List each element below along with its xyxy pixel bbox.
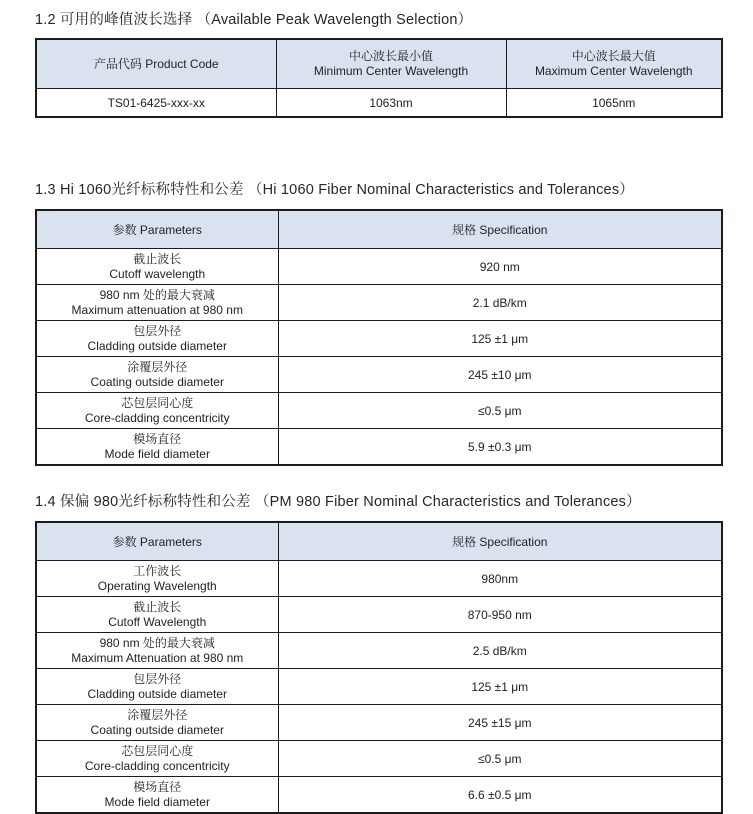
header-label-zh: 中心波长最大值 xyxy=(571,49,656,63)
parameter-en: Cladding outside diameter xyxy=(87,338,227,353)
table-row xyxy=(36,429,722,466)
parameter-cell xyxy=(36,393,278,429)
column-header-max-center-wavelength xyxy=(506,39,722,89)
parameter-zh: 芯包层同心度 xyxy=(121,395,194,410)
parameter-en: Coating outside diameter xyxy=(90,722,224,737)
specification-cell: ≤0.5 μm xyxy=(278,393,722,429)
parameter-en: Operating Wavelength xyxy=(97,578,217,593)
column-header-specification: 规格 Specification xyxy=(278,210,722,249)
parameter-en: Mode field diameter xyxy=(104,446,210,461)
pm980-characteristics-table xyxy=(35,521,723,814)
parameter-en: Core-cladding concentricity xyxy=(84,758,230,773)
parameter-zh: 包层外径 xyxy=(133,671,182,686)
table-row xyxy=(36,633,722,669)
header-label-en: Maximum Center Wavelength xyxy=(534,64,693,78)
parameter-en: Coating outside diameter xyxy=(90,374,224,389)
table-row xyxy=(36,597,722,633)
specification-cell: 5.9 ±0.3 μm xyxy=(278,429,722,466)
header-label-zh: 中心波长最小值 xyxy=(348,49,433,63)
parameter-zh: 涂覆层外径 xyxy=(127,359,188,374)
specification-cell: 920 nm xyxy=(278,249,722,285)
specification-cell: ≤0.5 μm xyxy=(278,741,722,777)
parameter-zh: 980 nm 处的最大衰减 xyxy=(99,287,215,302)
parameter-cell xyxy=(36,633,278,669)
parameter-cell xyxy=(36,357,278,393)
hi1060-characteristics-table xyxy=(35,209,723,466)
table-row xyxy=(36,669,722,705)
specification-cell: 125 ±1 μm xyxy=(278,321,722,357)
parameter-zh: 涂覆层外径 xyxy=(127,707,188,722)
product-code-cell: TS01-6425-xxx-xx xyxy=(36,89,276,118)
column-header-min-center-wavelength xyxy=(276,39,506,89)
section-heading-peak-wavelength: 1.2 可用的峰值波长选择 （Available Peak Wavelength Selection） xyxy=(35,12,473,28)
specification-cell: 245 ±15 μm xyxy=(278,705,722,741)
table-row xyxy=(36,561,722,597)
table-header-row xyxy=(36,522,722,561)
table-row xyxy=(36,741,722,777)
table-header-row xyxy=(36,39,722,89)
specification-cell: 6.6 ±0.5 μm xyxy=(278,777,722,814)
parameter-en: Mode field diameter xyxy=(104,794,210,809)
specification-cell: 2.5 dB/km xyxy=(278,633,722,669)
parameter-cell xyxy=(36,249,278,285)
specification-cell: 245 ±10 μm xyxy=(278,357,722,393)
table-row xyxy=(36,321,722,357)
min-center-wavelength-cell: 1063nm xyxy=(276,89,506,118)
table-row xyxy=(36,705,722,741)
table-row xyxy=(36,89,722,118)
parameter-en: Maximum Attenuation at 980 nm xyxy=(71,650,244,665)
specification-cell: 870-950 nm xyxy=(278,597,722,633)
parameter-zh: 模场直径 xyxy=(133,779,182,794)
parameter-cell xyxy=(36,285,278,321)
parameter-zh: 芯包层同心度 xyxy=(121,743,194,758)
column-header-parameters: 参数 Parameters xyxy=(36,210,278,249)
parameter-en: Cladding outside diameter xyxy=(87,686,227,701)
specification-cell: 125 ±1 μm xyxy=(278,669,722,705)
max-center-wavelength-cell: 1065nm xyxy=(506,89,722,118)
parameter-cell xyxy=(36,705,278,741)
parameter-zh: 截止波长 xyxy=(133,599,182,614)
parameter-zh: 980 nm 处的最大衰减 xyxy=(99,635,215,650)
parameter-zh: 截止波长 xyxy=(133,251,182,266)
parameter-zh: 包层外径 xyxy=(133,323,182,338)
parameter-en: Cutoff Wavelength xyxy=(108,614,207,629)
column-header-product-code xyxy=(36,39,276,89)
column-header-parameters: 参数 Parameters xyxy=(36,522,278,561)
section-heading-pm980: 1.4 保偏 980光纤标称特性和公差 （PM 980 Fiber Nominal Characteristics and Tolerances） xyxy=(35,494,641,510)
parameter-cell xyxy=(36,597,278,633)
table-header-row xyxy=(36,210,722,249)
parameter-cell xyxy=(36,669,278,705)
parameter-cell xyxy=(36,321,278,357)
parameter-en: Maximum attenuation at 980 nm xyxy=(71,302,243,317)
table-row xyxy=(36,285,722,321)
parameter-cell xyxy=(36,777,278,814)
table-row xyxy=(36,777,722,814)
specification-cell: 2.1 dB/km xyxy=(278,285,722,321)
header-label-en: Minimum Center Wavelength xyxy=(313,64,469,78)
parameter-cell xyxy=(36,561,278,597)
specification-cell: 980nm xyxy=(278,561,722,597)
peak-wavelength-table xyxy=(35,38,723,118)
table-row xyxy=(36,249,722,285)
table-row xyxy=(36,357,722,393)
parameter-zh: 工作波长 xyxy=(133,563,182,578)
header-label: 产品代码 Product Code xyxy=(93,56,219,71)
parameter-cell xyxy=(36,741,278,777)
table-row xyxy=(36,393,722,429)
parameter-cell xyxy=(36,429,278,466)
parameter-en: Core-cladding concentricity xyxy=(84,410,230,425)
parameter-zh: 模场直径 xyxy=(133,431,182,446)
section-heading-hi1060: 1.3 Hi 1060光纤标称特性和公差 （Hi 1060 Fiber Nominal Characteristics and Tolerances） xyxy=(35,182,634,198)
column-header-specification: 规格 Specification xyxy=(278,522,722,561)
parameter-en: Cutoff wavelength xyxy=(109,266,206,281)
